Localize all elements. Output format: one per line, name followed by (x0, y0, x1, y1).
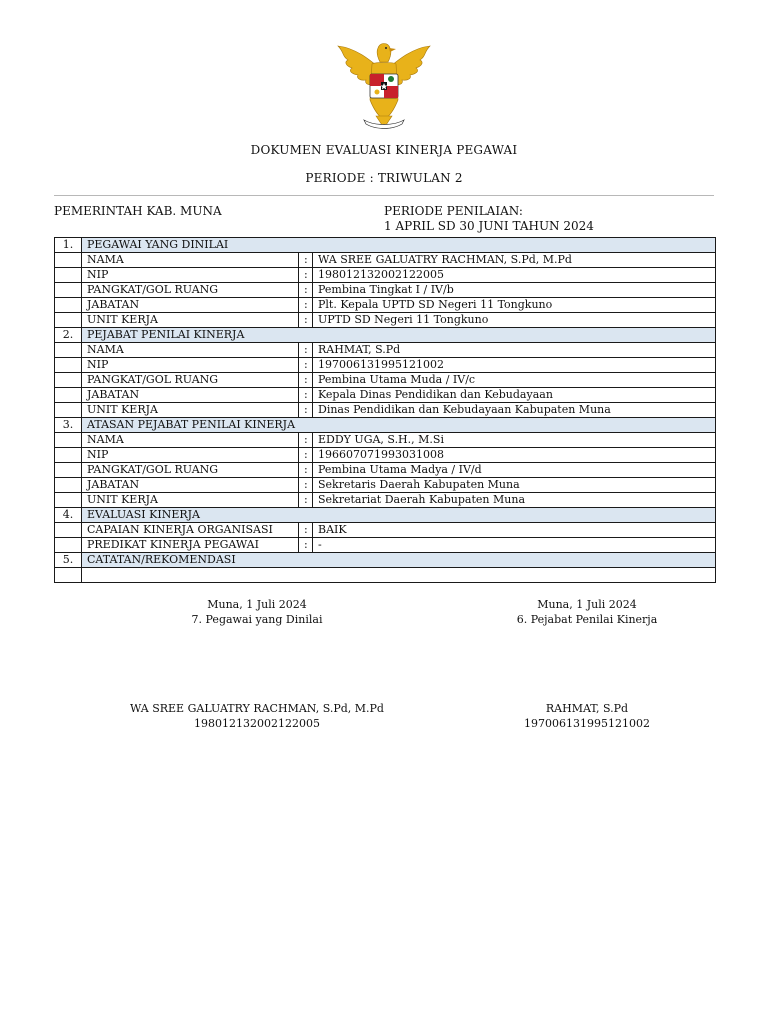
field-separator: : (299, 433, 313, 448)
signatory-employee (100, 701, 414, 731)
table-row (55, 373, 716, 388)
field-value: EDDY UGA, S.H., M.Si (313, 433, 716, 448)
field-label: NIP (82, 268, 299, 283)
section-header (55, 418, 716, 433)
field-separator: : (299, 493, 313, 508)
field-separator: : (299, 268, 313, 283)
field-value: RAHMAT, S.Pd (313, 343, 716, 358)
field-label: UNIT KERJA (82, 493, 299, 508)
field-separator: : (299, 478, 313, 493)
signature-role: 6. Pejabat Penilai Kinerja (516, 613, 658, 626)
section-header (55, 238, 716, 253)
signatory-name: WA SREE GALUATRY RACHMAN, S.Pd, M.Pd (130, 702, 384, 715)
signature-role: 7. Pegawai yang Dinilai (191, 613, 323, 626)
field-label: PANGKAT/GOL RUANG (82, 373, 299, 388)
table-row (55, 538, 716, 553)
evaluation-table (54, 237, 716, 583)
table-row (55, 388, 716, 403)
field-value: UPTD SD Negeri 11 Tongkuno (313, 313, 716, 328)
field-separator: : (299, 253, 313, 268)
signature-block-employee (150, 597, 364, 627)
field-separator: : (299, 298, 313, 313)
table-row (55, 343, 716, 358)
header-divider (54, 195, 714, 196)
section-number: 5. (55, 553, 82, 568)
field-value: - (313, 538, 716, 553)
section-number: 1. (55, 238, 82, 253)
field-label: JABATAN (82, 388, 299, 403)
field-value: Plt. Kepala UPTD SD Negeri 11 Tongkuno (313, 298, 716, 313)
section-title: PEGAWAI YANG DINILAI (82, 238, 716, 253)
signature-block-assessor (480, 597, 694, 627)
field-value: Dinas Pendidikan dan Kebudayaan Kabupaten Muna (313, 403, 716, 418)
section-header (55, 328, 716, 343)
field-separator: : (299, 313, 313, 328)
field-label: PANGKAT/GOL RUANG (82, 463, 299, 478)
field-value: Pembina Utama Madya / IV/d (313, 463, 716, 478)
field-label: NAMA (82, 343, 299, 358)
table-row (55, 523, 716, 538)
table-row (55, 463, 716, 478)
table-row (55, 448, 716, 463)
assessment-period-value: 1 APRIL SD 30 JUNI TAHUN 2024 (384, 219, 594, 233)
assessment-period (384, 204, 594, 234)
field-value: Pembina Tingkat I / IV/b (313, 283, 716, 298)
field-value: Pembina Utama Muda / IV/c (313, 373, 716, 388)
signatory-name: RAHMAT, S.Pd (545, 702, 629, 715)
section-header (55, 508, 716, 523)
table-row (55, 358, 716, 373)
field-separator: : (299, 538, 313, 553)
government-name: PEMERINTAH KAB. MUNA (54, 204, 222, 218)
section-title: ATASAN PEJABAT PENILAI KINERJA (82, 418, 716, 433)
field-value: WA SREE GALUATRY RACHMAN, S.Pd, M.Pd (313, 253, 716, 268)
field-value: 197006131995121002 (313, 358, 716, 373)
document-title: DOKUMEN EVALUASI KINERJA PEGAWAI (250, 143, 518, 157)
signatory-nip: 197006131995121002 (524, 717, 650, 730)
field-separator: : (299, 523, 313, 538)
signature-place-date: Muna, 1 Juli 2024 (537, 598, 637, 611)
table-row (55, 493, 716, 508)
field-label: NIP (82, 448, 299, 463)
period-title: PERIODE : TRIWULAN 2 (305, 171, 463, 185)
section-title: EVALUASI KINERJA (82, 508, 716, 523)
garuda-pancasila-emblem-icon (334, 40, 434, 132)
field-label: NIP (82, 358, 299, 373)
table-row (55, 298, 716, 313)
signatory-assessor (480, 701, 694, 731)
signature-place-date: Muna, 1 Juli 2024 (207, 598, 307, 611)
field-value: BAIK (313, 523, 716, 538)
field-separator: : (299, 463, 313, 478)
field-value: 198012132002122005 (313, 268, 716, 283)
field-label: NAMA (82, 253, 299, 268)
notes-row (55, 568, 716, 583)
signatory-nip: 198012132002122005 (194, 717, 320, 730)
field-label: PANGKAT/GOL RUANG (82, 283, 299, 298)
field-value: 196607071993031008 (313, 448, 716, 463)
field-label: JABATAN (82, 298, 299, 313)
field-label: PREDIKAT KINERJA PEGAWAI (82, 538, 299, 553)
field-separator: : (299, 283, 313, 298)
assessment-period-label: PERIODE PENILAIAN: (384, 204, 523, 218)
field-label: CAPAIAN KINERJA ORGANISASI (82, 523, 299, 538)
field-label: UNIT KERJA (82, 313, 299, 328)
section-number: 3. (55, 418, 82, 433)
table-row (55, 253, 716, 268)
section-number: 4. (55, 508, 82, 523)
section-number: 2. (55, 328, 82, 343)
field-separator: : (299, 373, 313, 388)
field-separator: : (299, 343, 313, 358)
table-row (55, 478, 716, 493)
section-header (55, 553, 716, 568)
table-row (55, 403, 716, 418)
table-row (55, 283, 716, 298)
field-separator: : (299, 388, 313, 403)
table-row (55, 313, 716, 328)
field-label: JABATAN (82, 478, 299, 493)
table-row (55, 433, 716, 448)
notes-content (82, 568, 716, 583)
section-title: CATATAN/REKOMENDASI (82, 553, 716, 568)
field-separator: : (299, 448, 313, 463)
field-separator: : (299, 403, 313, 418)
table-row (55, 268, 716, 283)
field-label: UNIT KERJA (82, 403, 299, 418)
field-label: NAMA (82, 433, 299, 448)
field-value: Kepala Dinas Pendidikan dan Kebudayaan (313, 388, 716, 403)
field-value: Sekretariat Daerah Kabupaten Muna (313, 493, 716, 508)
section-title: PEJABAT PENILAI KINERJA (82, 328, 716, 343)
field-value: Sekretaris Daerah Kabupaten Muna (313, 478, 716, 493)
field-separator: : (299, 358, 313, 373)
